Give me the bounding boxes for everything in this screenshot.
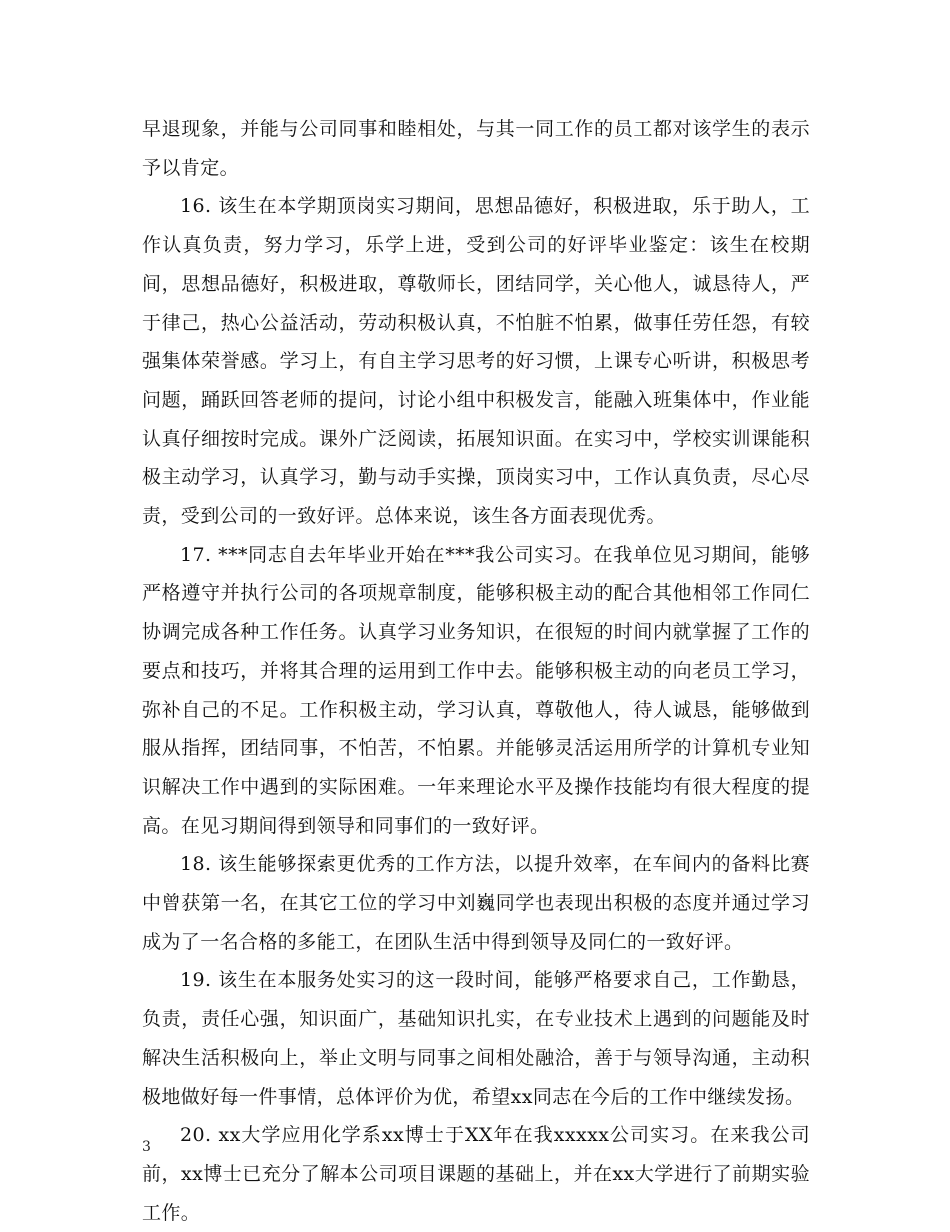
document-body [142,110,810,1232]
paragraph-item-16: 16. 该生在本学期顶岗实习期间，思想品德好，积极进取，乐于助人，工作认真负责，努力学习，乐学上进，受到公司的好评毕业鉴定：该生在校期间，思想品德好，积极进取，尊敬师长，团结同学，关心他人，诚恳待人，严于律己，热心公益活动，劳动积极认真，不怕脏不怕累，做事任劳任怨，有较强集体荣誉感。学习上，有自主学习思考的好习惯，上课专心听讲，积极思考问题，踊跃回答老师的提问，讨论小组中积极发言，能融入班集体中，作业能认真仔细按时完成。课外广泛阅读，拓展知识面。在实习中，学校实训课能积极主动学习，认真学习，勤与动手实操，顶岗实习中，工作认真负责，尽心尽责，受到公司的一致好评。总体来说，该生各方面表现优秀。 [142,195,810,528]
paragraph-item-18: 18. 该生能够探索更优秀的工作方法，以提升效率，在车间内的备料比赛中曾获第一名，在其它工位的学习中刘巍同学也表现出积极的态度并通过学习成为了一名合格的多能工，在团队生活中得到领导及同仁的一致好评。 [142,853,810,953]
paragraph-item-19: 19. 该生在本服务处实习的这一段时间，能够严格要求自己，工作勤恳，负责，责任心强，知识面广，基础知识扎实，在专业技术上遇到的问题能及时解决生活积极向上，举止文明与同事之间相处融洽，善于与领导沟通，主动积极地做好每一件事情，总体评价为优，希望xx同志在今后的工作中继续发扬。 [142,969,810,1108]
page-number: 3 [142,1139,151,1155]
paragraph-item-20: 20. xx大学应用化学系xx博士于XX年在我xxxxx公司实习。在来我公司前，xx博士已充分了解本公司项目课题的基础上，并在xx大学进行了前期实验工作。 [142,1124,810,1224]
paragraph-continuation: 早退现象，并能与公司同事和睦相处，与其一同工作的员工都对该学生的表示予以肯定。 [142,118,810,179]
paragraph-item-17: 17. ***同志自去年毕业开始在***我公司实习。在我单位见习期间，能够严格遵守并执行公司的各项规章制度，能够积极主动的配合其他相邻工作同仁协调完成各种工作任务。认真学习业务知识，在很短的时间内就掌握了工作的要点和技巧，并将其合理的运用到工作中去。能够积极主动的向老员工学习，弥补自己的不足。工作积极主动，学习认真，尊敬他人，待人诚恳，能够做到服从指挥，团结同事，不怕苦，不怕累。并能够灵活运用所学的计算机专业知识解决工作中遇到的实际困难。一年来理论水平及操作技能均有很大程度的提高。在见习期间得到领导和同事们的一致好评。 [142,543,810,837]
